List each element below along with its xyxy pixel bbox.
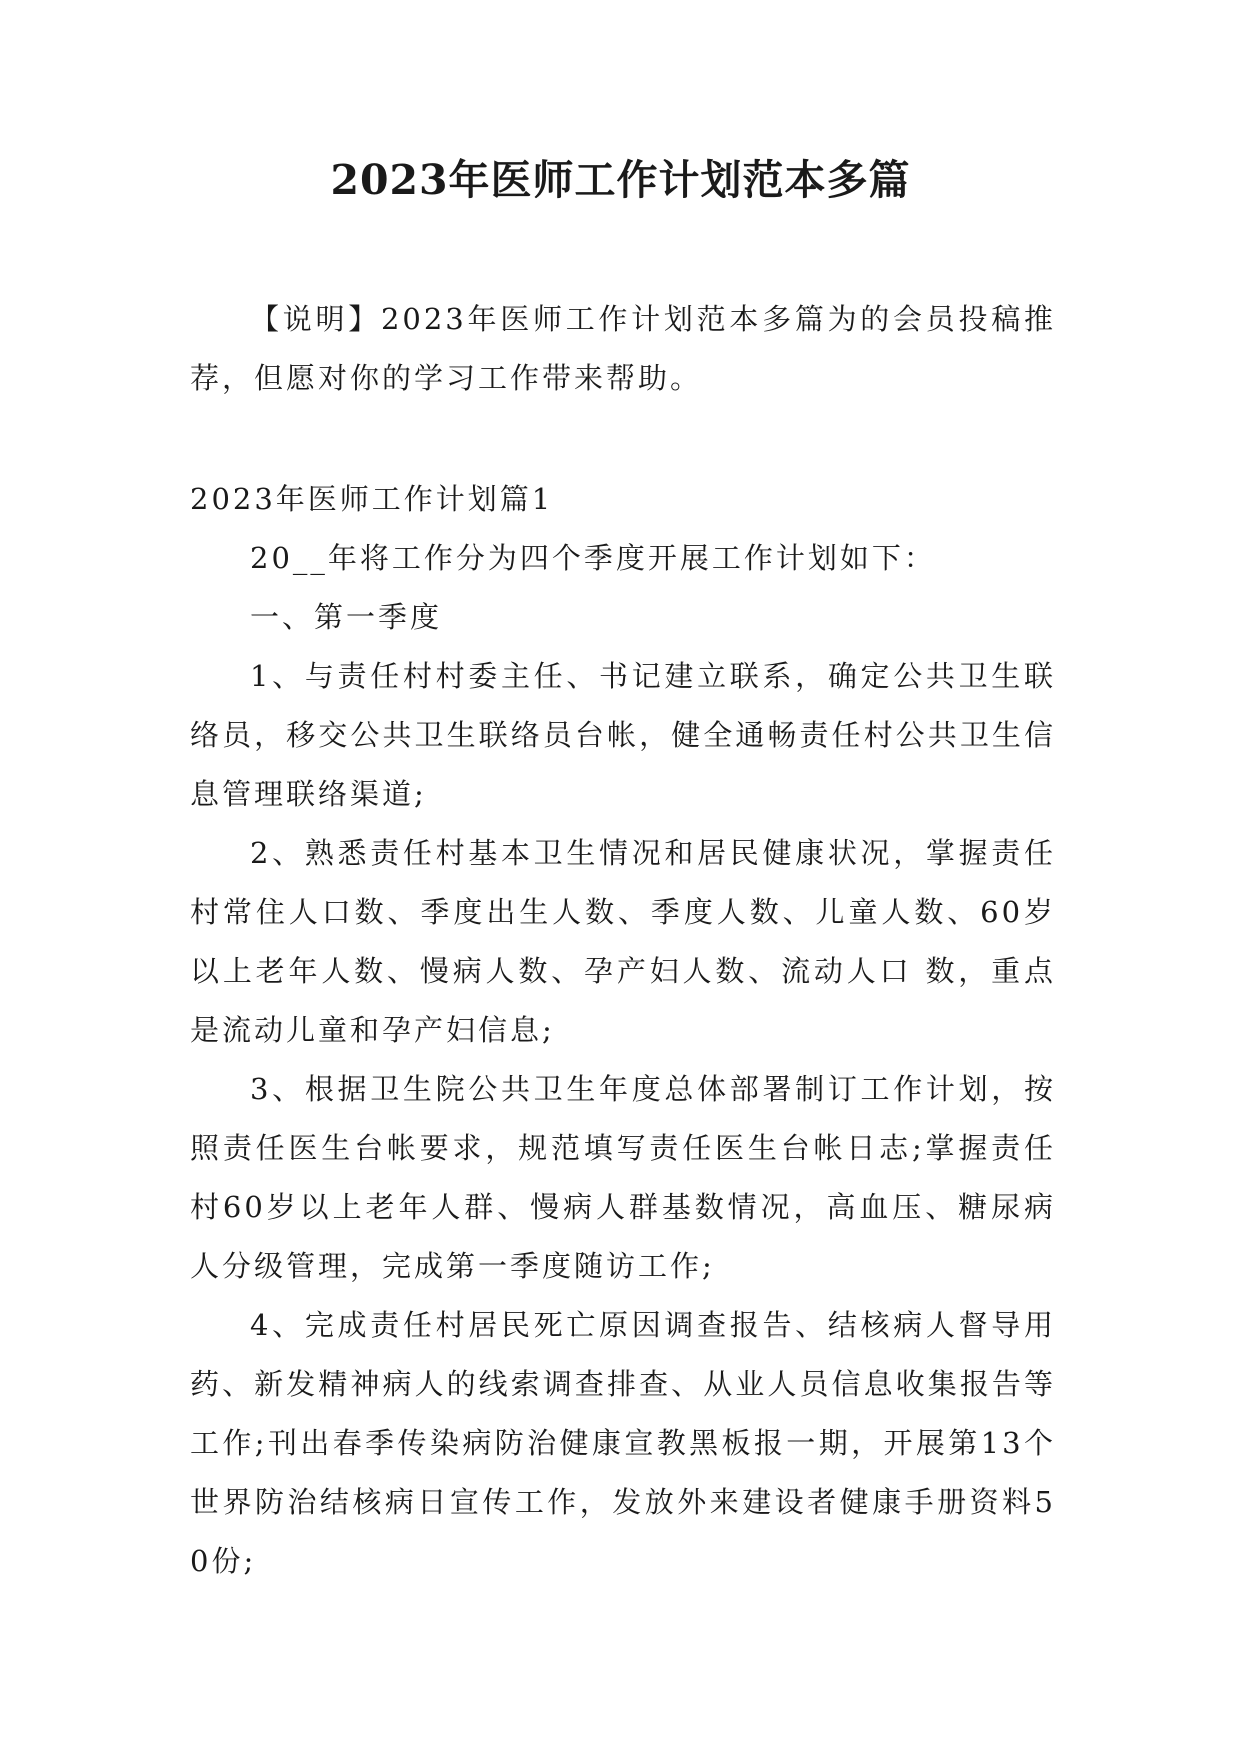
list-item: 4、完成责任村居民死亡原因调查报告、结核病人督导用药、新发精神病人的线索调查排查、从业人员信息收集报告等工作;刊出春季传染病防治健康宣教黑板报一期，开展第13个世界防治结核病日宣传工作，发放外来建设者健康手册资料50份; (190, 1308, 1056, 1578)
quarter-heading: 一、第一季度 (250, 600, 443, 634)
spacer (190, 408, 1056, 470)
section-heading: 2023年医师工作计划篇1 (190, 482, 554, 516)
intro-paragraph: 20__年将工作分为四个季度开展工作计划如下： (250, 541, 936, 575)
document-body (190, 290, 1056, 1591)
note-paragraph: 【说明】2023年医师工作计划范本多篇为的会员投稿推荐，但愿对你的学习工作带来帮助。 (190, 302, 1056, 395)
document-title: 2023年医师工作计划范本多篇 (330, 156, 911, 204)
list-item: 2、熟悉责任村基本卫生情况和居民健康状况，掌握责任村常住人口数、季度出生人数、季度人数、儿童人数、60岁以上老年人数、慢病人数、孕产妇人数、流动人口 数，重点是流动儿童和孕产妇信息; (190, 836, 1056, 1047)
list-item: 3、根据卫生院公共卫生年度总体部署制订工作计划，按照责任医生台帐要求，规范填写责任医生台帐日志;掌握责任村60岁以上老年人群、慢病人群基数情况，高血压、糖尿病人分级管理，完成第一季度随访工作; (190, 1072, 1056, 1283)
list-item: 1、与责任村村委主任、书记建立联系，确定公共卫生联络员，移交公共卫生联络员台帐，健全通畅责任村公共卫生信息管理联络渠道; (190, 659, 1056, 811)
